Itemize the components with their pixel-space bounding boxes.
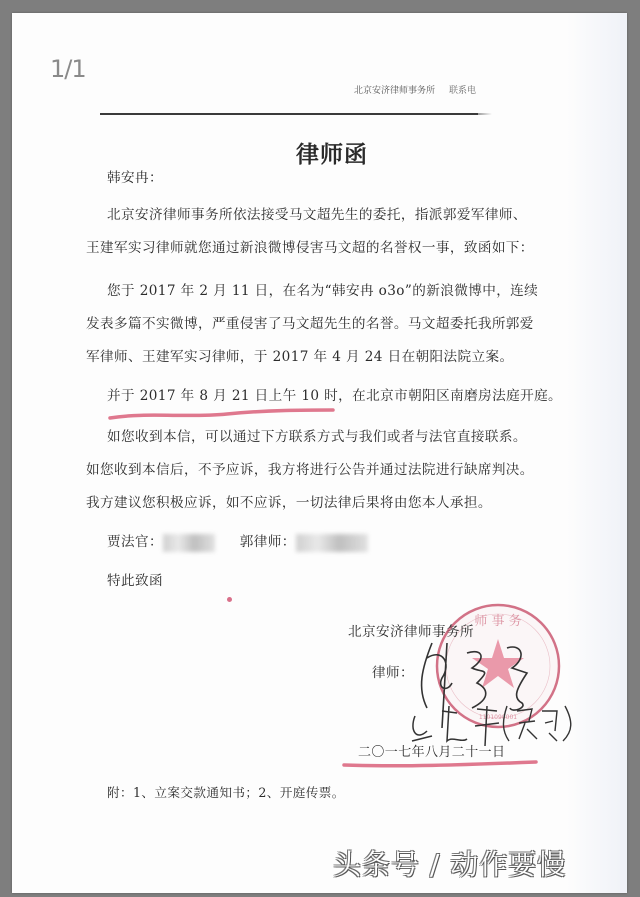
- document-title: 律师函: [296, 142, 368, 168]
- letterhead-rule: [100, 113, 478, 115]
- letterhead-info: [354, 83, 476, 96]
- source-watermark: 头条号 / 动作要慢: [333, 848, 567, 881]
- signature-date: 二〇一七年八月二十一日: [358, 745, 506, 760]
- closing: 特此致函: [107, 573, 163, 589]
- paragraph-2-line-3: 军律师、王建军实习律师，于 2017 年 4 月 24 日在朝阳法院立案。: [86, 349, 514, 365]
- paragraph-3-line-1: 并于 2017 年 8 月 21 日上午 10 时，在北京市朝阳区南磨房法庭开庭。: [107, 388, 563, 404]
- paragraph-4-line-2: 如您收到本信后，不予应诉，我方将进行公告并通过法院进行缺席判决。: [86, 462, 534, 478]
- redacted-judge-contact: [163, 534, 215, 552]
- page-indicator: 1/1: [50, 55, 86, 83]
- paragraph-1-line-2: 王建军实习律师就您通过新浪微博侵害马文超的名誉权一事，致函如下：: [86, 240, 534, 256]
- signature-lawyer-label: 律师：: [372, 665, 414, 681]
- document-page: [12, 13, 627, 893]
- contacts-line: [107, 530, 368, 552]
- svg-text:1101090001: 1101090001: [478, 714, 518, 721]
- paragraph-4-line-3: 我方建议您积极应诉，如不应诉，一切法律后果将由您本人承担。: [86, 495, 492, 511]
- paragraph-1-line-1: 北京安济律师事务所依法接受马文超先生的委托，指派郭爱军律师、: [107, 207, 527, 223]
- letterhead-contact: 联系电: [449, 86, 477, 96]
- salutation: 韩安冉：: [107, 170, 163, 186]
- paragraph-2-line-2: 发表多篇不实微博，严重侵害了马文超先生的名誉。马文超委托我所郭爱: [86, 316, 534, 332]
- red-underline-hearing: [107, 406, 337, 424]
- svg-text:师 事 务: 师 事 务: [474, 614, 522, 629]
- signature-firm-name: 北京安济律师事务所: [348, 624, 474, 640]
- letterhead-firm-name: 北京安济律师事务所: [354, 86, 436, 96]
- judge-label: 贾法官：: [107, 534, 163, 550]
- attachments-note: 附：1、立案交款通知书；2、开庭传票。: [107, 785, 345, 800]
- redacted-lawyer-contact: [296, 534, 368, 552]
- lawyer-label: 郭律师：: [239, 534, 296, 550]
- red-dot-mark: [227, 597, 232, 602]
- letterhead-rule-fade: [478, 113, 492, 115]
- paragraph-4-line-1: 如您收到本信，可以通过下方联系方式与我们或者与法官直接联系。: [107, 429, 527, 445]
- paragraph-2-line-1: 您于 2017 年 2 月 11 日，在名为“韩安冉 o3o”的新浪微博中，连续: [107, 283, 539, 299]
